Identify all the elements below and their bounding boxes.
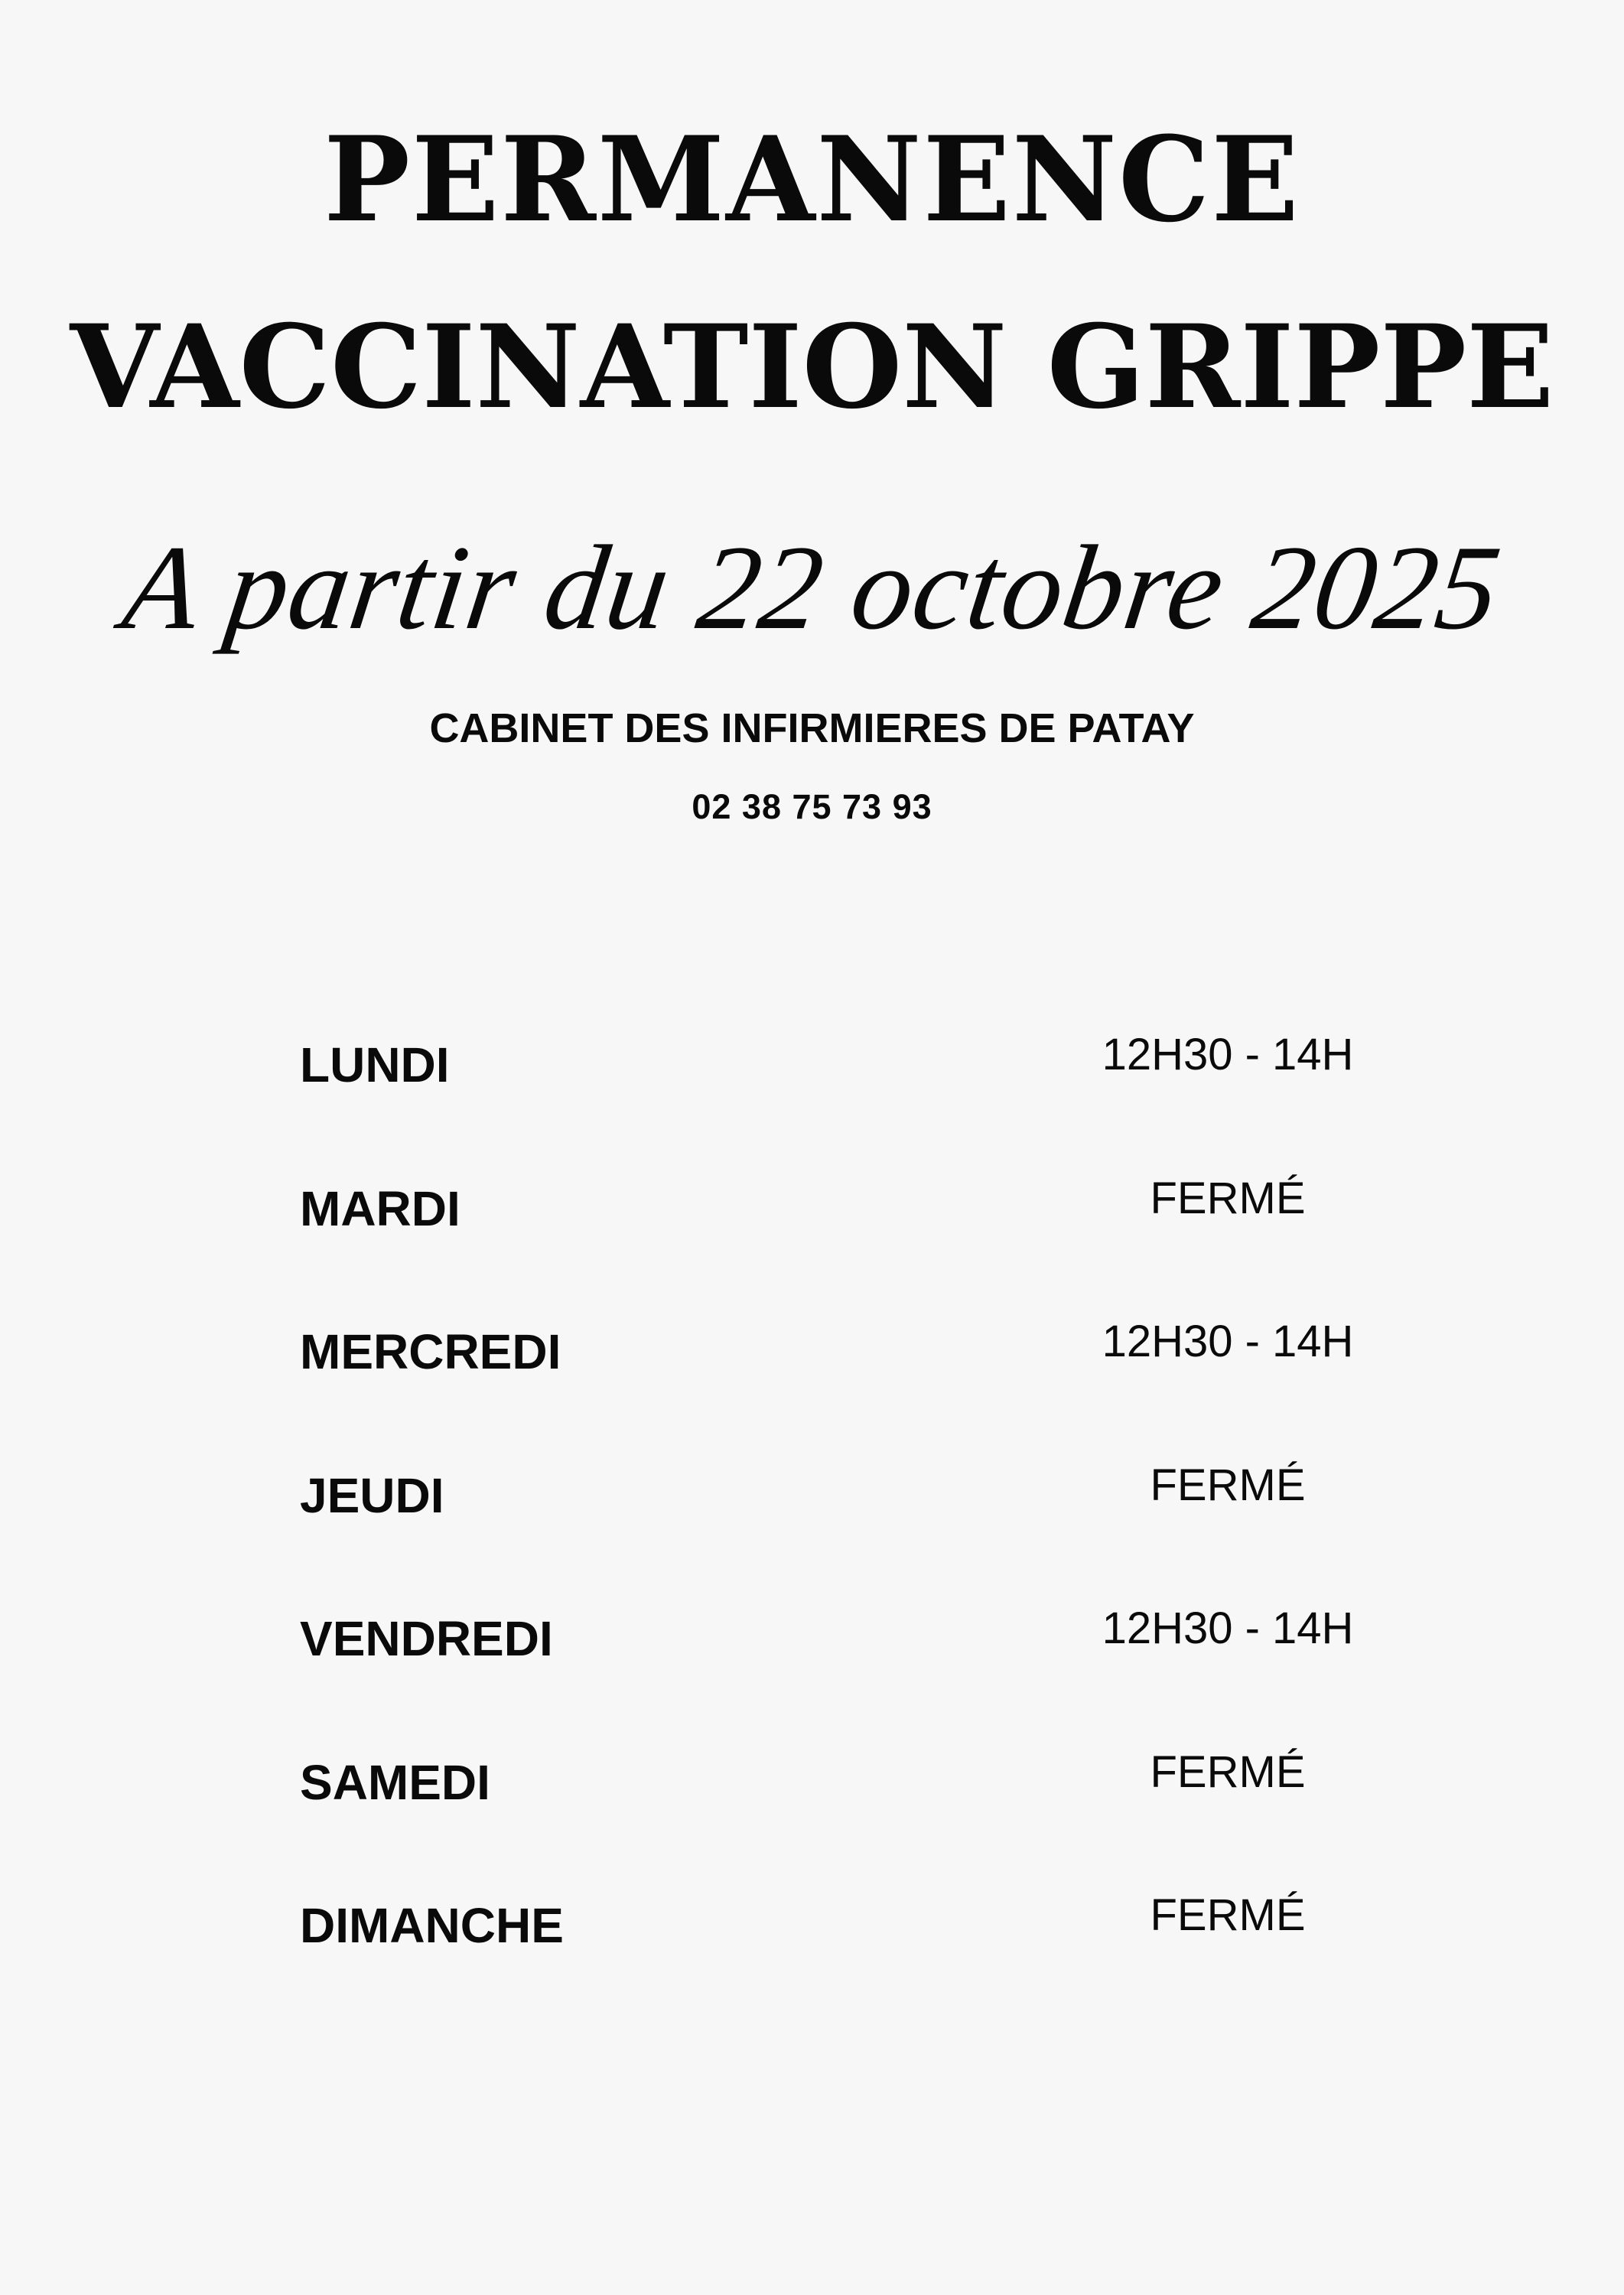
hours-value: FERMÉ <box>1150 1173 1306 1223</box>
hours-value: 12H30 - 14H <box>1102 1603 1354 1653</box>
schedule-row-dimanche <box>300 1890 1409 2037</box>
schedule-row-mardi <box>300 1173 1409 1320</box>
day-label: DIMANCHE <box>300 1898 564 1953</box>
hours-value: FERMÉ <box>1150 1460 1306 1510</box>
day-label: VENDREDI <box>300 1611 553 1666</box>
day-label: MARDI <box>300 1180 461 1236</box>
phone-number: 02 38 75 73 93 <box>692 787 932 826</box>
day-label: SAMEDI <box>300 1754 490 1810</box>
schedule-row-vendredi <box>300 1603 1409 1750</box>
hours-value: 12H30 - 14H <box>1102 1030 1354 1079</box>
schedule-row-jeudi <box>300 1460 1409 1607</box>
schedule-row-lundi <box>300 1030 1409 1177</box>
schedule-row-mercredi <box>300 1317 1409 1463</box>
schedule-row-samedi <box>300 1746 1409 1894</box>
day-label: MERCREDI <box>300 1324 561 1379</box>
poster-title-line-2: VACCINATION GRIPPE <box>70 300 1554 435</box>
hours-value: 12H30 - 14H <box>1102 1317 1354 1366</box>
day-label: JEUDI <box>300 1467 444 1523</box>
day-label: LUNDI <box>300 1037 450 1092</box>
hours-value: FERMÉ <box>1150 1890 1306 1940</box>
weekly-schedule <box>300 1030 1409 2037</box>
start-date-script: A partir du 22 octobre 2025 <box>116 521 1508 655</box>
cabinet-name: CABINET DES INFIRMIERES DE PATAY <box>429 705 1195 751</box>
hours-value: FERMÉ <box>1150 1746 1306 1797</box>
poster-title-line-1: PERMANENCE <box>324 111 1300 249</box>
